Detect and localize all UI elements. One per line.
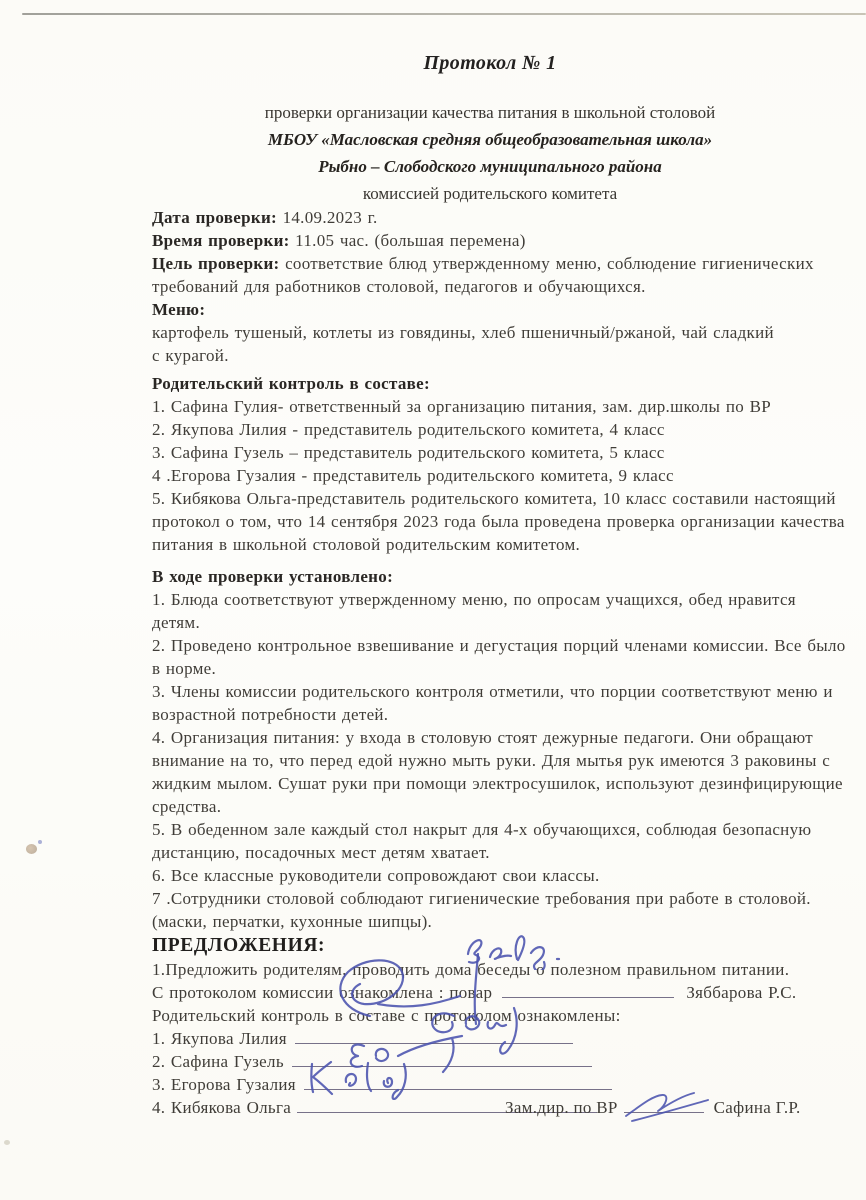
field-time xyxy=(152,229,832,252)
field-value xyxy=(277,208,378,227)
text-line: с курагой. xyxy=(152,346,229,365)
field-label: Время проверки: xyxy=(152,231,290,250)
document-title: Протокол № 1 xyxy=(423,52,557,74)
signature-line xyxy=(295,1043,573,1044)
text-line: картофель тушеный, котлеты из говядины, хлеб пшеничный/ржаной, чай сладкий xyxy=(152,323,774,342)
text-line: 7 .Сотрудники столовой соблюдают гигиенические требования при работе в столовой. xyxy=(152,889,811,908)
text-line: 4. Организация питания: у входа в столовую стоят дежурные педагоги. Они обращают xyxy=(152,728,814,747)
finding-item xyxy=(152,634,846,680)
text-line: 3. Сафина Гузель – представитель родительского комитета, 5 класс xyxy=(152,443,665,462)
signer-name: 4. Кибякова Ольга xyxy=(152,1098,292,1117)
finding-item xyxy=(152,588,832,634)
signer-row xyxy=(152,1027,832,1050)
signer-row xyxy=(152,1050,832,1073)
signer-name: 1. Якупова Лилия xyxy=(152,1029,287,1048)
text-line: 11.05 час. (большая перемена) xyxy=(289,231,526,250)
text-line: возрастной потребности детей. xyxy=(152,705,389,724)
committee-member xyxy=(152,464,832,487)
signature-line xyxy=(292,1066,592,1067)
finding-item xyxy=(152,818,832,864)
signer-name: 2. Сафина Гузель xyxy=(152,1052,284,1071)
text-line: 2. Проведено контрольное взвешивание и дегустация порций членами комиссии. Все было xyxy=(152,636,846,655)
committee-member xyxy=(152,395,832,418)
scan-edge-line xyxy=(22,13,866,15)
field-value xyxy=(152,323,832,367)
proposals-heading: ПРЕДЛОЖЕНИЯ: xyxy=(152,935,326,956)
finding-item xyxy=(152,887,832,933)
text-line: дистанцию, посадочных мест детям хватает. xyxy=(152,843,490,862)
finding-item xyxy=(152,726,843,818)
footer-role: Зам.дир. по ВР xyxy=(505,1098,618,1117)
signer-row xyxy=(152,1073,832,1096)
committee-member xyxy=(152,418,832,441)
scan-ink-dot xyxy=(38,840,42,844)
text-line: средства. xyxy=(152,797,222,816)
document-header xyxy=(152,52,828,207)
text-line: требований для работников столовой, педагогов и обучающихся. xyxy=(152,277,646,296)
text-line: 5. В обеденном зале каждый стол накрыт для 4-х обучающихся, соблюдая безопасную xyxy=(152,820,812,839)
footer-signoff-row xyxy=(505,1098,801,1118)
text-line: в норме. xyxy=(152,659,217,678)
signature-line xyxy=(304,1089,612,1090)
committee-heading: Родительский контроль в составе: xyxy=(152,374,430,393)
control-ack-line: Родительский контроль в составе с протоколом ознакомлены: xyxy=(152,1006,621,1025)
text-line: соответствие блюд утвержденному меню, соблюдение гигиенических xyxy=(279,254,814,273)
text-line: 1. Сафина Гулия- ответственный за организацию питания, зам. дир.школы по ВР xyxy=(152,397,771,416)
field-date xyxy=(152,206,832,229)
signer-name: 3. Егорова Гузалия xyxy=(152,1075,296,1094)
field-value xyxy=(290,231,526,250)
proposal-item xyxy=(152,958,832,981)
document-subtitle xyxy=(152,99,828,207)
cook-ack-text: С протоколом комиссии ознакомлена : повар xyxy=(152,983,493,1002)
field-label: Цель проверки: xyxy=(152,254,280,273)
document-body xyxy=(152,206,846,1119)
subtitle-line: проверки организации качества питания в школьной столовой xyxy=(264,103,716,122)
text-line: 14.09.2023 г. xyxy=(277,208,378,227)
footer-name: Сафина Г.Р. xyxy=(713,1098,801,1117)
field-menu xyxy=(152,298,832,367)
text-line: питания в школьной столовой родительским комитетом. xyxy=(152,535,581,554)
school-name: МБОУ «Масловская средняя общеобразовательная школа» xyxy=(267,130,713,149)
district-name: Рыбно – Слободского муниципального района xyxy=(318,157,662,176)
cook-acknowledgement-row xyxy=(152,981,832,1004)
text-line: 6. Все классные руководители сопровождают свои классы. xyxy=(152,866,600,885)
findings-heading: В ходе проверки установлено: xyxy=(152,567,394,586)
text-line: 5. Кибякова Ольга-представитель родительского комитета, 10 класс составили настоящий xyxy=(152,489,836,508)
text-line: жидким мылом. Сушат руки при помощи электросушилок, используют дезинфицирующие xyxy=(152,774,843,793)
text-line: 4 .Егорова Гузалия - представитель родительского комитета, 9 класс xyxy=(152,466,674,485)
scan-speck xyxy=(4,1140,10,1145)
field-goal xyxy=(152,252,832,298)
signature-line-footer xyxy=(624,1112,704,1113)
text-line: внимание на то, что перед едой нужно мыть руки. Для мытья рук имеются 3 раковины с xyxy=(152,751,831,770)
cook-name: Зяббарова Р.С. xyxy=(686,983,797,1002)
text-line: (маски, перчатки, кухонные шипцы). xyxy=(152,912,433,931)
text-line: 1.Предложить родителям, проводить дома беседы о полезном правильном питании. xyxy=(152,960,790,979)
scan-speck xyxy=(26,844,37,854)
subtitle-line: комиссией родительского комитета xyxy=(362,184,618,203)
text-line: 3. Члены комиссии родительского контроля отметили, что порции соответствуют меню и xyxy=(152,682,833,701)
text-line: детям. xyxy=(152,613,201,632)
field-label: Дата проверки: xyxy=(152,208,278,227)
text-line: 2. Якупова Лилия - представитель родительского комитета, 4 класс xyxy=(152,420,665,439)
finding-item xyxy=(152,680,832,726)
committee-member xyxy=(152,487,845,556)
committee-member xyxy=(152,441,832,464)
text-line: 1. Блюда соответствуют утвержденному меню, по опросам учащихся, обед нравится xyxy=(152,590,796,609)
text-line: протокол о том, что 14 сентября 2023 года была проведена проверка организации качества xyxy=(152,512,845,531)
field-label: Меню: xyxy=(152,300,206,319)
finding-item xyxy=(152,864,832,887)
signature-line-cook xyxy=(502,997,674,998)
